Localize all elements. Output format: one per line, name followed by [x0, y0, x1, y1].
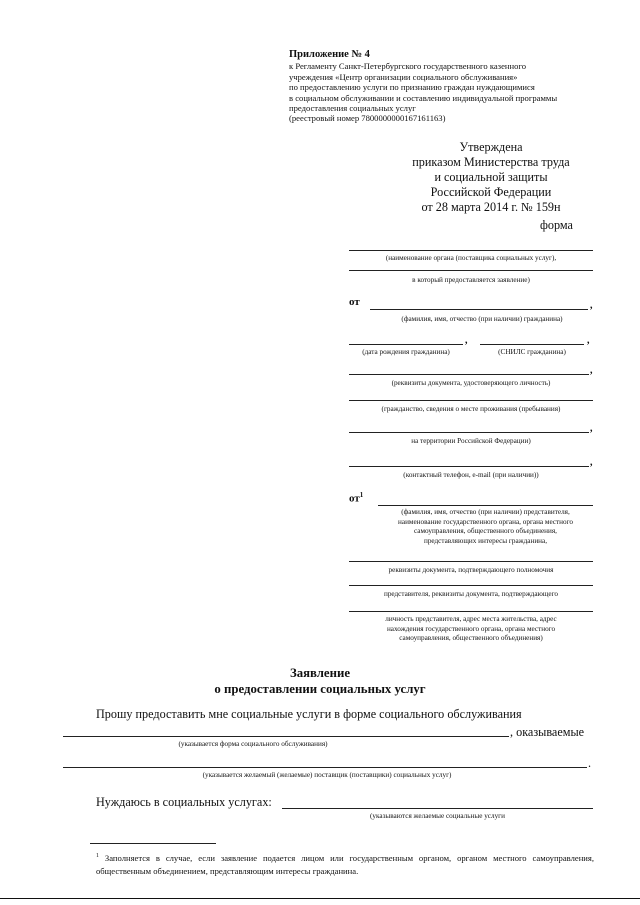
- need-text: Нуждаюсь в социальных услугах:: [96, 795, 272, 809]
- caption-line: самоуправления, общественного объединения,: [414, 527, 557, 535]
- citizen-fio-caption: (фамилия, имя, отчество (при наличии) гражданина): [401, 315, 563, 323]
- comma: ,: [590, 423, 593, 434]
- from-representative-label: [349, 491, 363, 505]
- appendix-line: в социальном обслуживании и составлению индивидуальной программы: [289, 92, 558, 103]
- appendix-line: по предоставлению услуги по признанию граждан нуждающимися: [289, 82, 535, 93]
- approval-line: приказом Министерства труда: [412, 155, 570, 169]
- provider-field[interactable]: [63, 767, 587, 768]
- appendix-block: [289, 50, 619, 124]
- appendix-line: к Регламенту Санкт-Петербургского государственного казенного: [289, 61, 526, 72]
- rep-document-field[interactable]: [349, 561, 593, 562]
- rep-address-caption: [349, 615, 593, 644]
- citizenship-field[interactable]: [349, 400, 593, 401]
- representative-field[interactable]: [378, 505, 593, 506]
- form-label: форма: [540, 218, 573, 232]
- caption-line: представляющих интересы гражданина,: [423, 536, 547, 545]
- caption-line: самоуправления, общественного объединения): [399, 634, 543, 642]
- approval-block: [380, 140, 602, 215]
- approval-line: и социальной защиты: [434, 170, 548, 184]
- comma: ,: [465, 335, 468, 346]
- organ-caption: (наименование органа (поставщика социальных услуг),: [385, 254, 557, 262]
- citizen-fio-field[interactable]: [370, 309, 588, 310]
- caption-line: (фамилия, имя, отчество (при наличии) представителя,: [401, 508, 570, 516]
- statement-title: Заявление: [289, 666, 351, 680]
- approval-line: Утверждена: [459, 140, 523, 154]
- comma: ,: [590, 365, 593, 376]
- footnote-mark: 1: [359, 491, 364, 499]
- caption-line: личность представителя, адрес места жительства, адрес: [385, 615, 557, 623]
- contacts-field[interactable]: [349, 466, 589, 467]
- services-field[interactable]: [282, 808, 593, 809]
- provider-caption: (указывается желаемый (желаемые) поставщик (поставщики) социальных услуг): [202, 771, 452, 779]
- organ-name-field-2[interactable]: [349, 270, 593, 271]
- appendix-title: Приложение № 4: [289, 49, 370, 60]
- id-document-field[interactable]: [349, 374, 589, 375]
- territory-field[interactable]: [349, 432, 589, 433]
- appendix-line: (реестровый номер 7800000000167161163): [289, 113, 446, 124]
- service-form-field[interactable]: [63, 736, 509, 737]
- comma: ,: [587, 335, 590, 346]
- rep-document-caption: реквизиты документа, подтверждающего полномочия: [388, 566, 554, 574]
- birth-date-caption: (дата рождения гражданина): [362, 348, 450, 356]
- citizenship-caption: (гражданство, сведения о месте проживания (пребывания): [381, 405, 561, 413]
- approval-line: от 28 марта 2014 г. № 159н: [421, 200, 561, 214]
- appendix-line: предоставления социальных услуг: [289, 103, 416, 114]
- footnote-text: Заполняется в случае, если заявление подается лицом или государственным органом, органом местного самоуправления, общественным объединением, представляющим интересы гражданина.: [96, 852, 594, 876]
- rep-document-field-2[interactable]: [349, 585, 593, 586]
- organ-name-field[interactable]: [349, 250, 593, 251]
- rep-address-field[interactable]: [349, 611, 593, 612]
- from-label-text: от: [349, 492, 360, 505]
- footnote: [96, 850, 594, 878]
- statement-subtitle: о предоставлении социальных услуг: [214, 682, 426, 696]
- comma: ,: [590, 457, 593, 468]
- rep-document-caption-2: представителя, реквизиты документа, подтверждающего: [383, 590, 558, 598]
- services-caption: (указываются желаемые социальные услуги: [370, 812, 505, 820]
- provided-text: , оказываемые: [510, 725, 585, 739]
- snils-caption: (СНИЛС гражданина): [498, 348, 566, 356]
- page-bottom-rule: [0, 898, 640, 899]
- footnote-mark: 1: [96, 853, 99, 859]
- territory-caption: на территории Российской Федерации): [411, 437, 531, 445]
- snils-field[interactable]: [480, 344, 584, 345]
- caption-line: наименование государственного органа, органа местного: [398, 517, 573, 526]
- contacts-caption: (контактный телефон, e-mail (при наличии)): [403, 471, 539, 479]
- organ-caption-2: в который предоставляется заявление): [412, 276, 530, 284]
- request-text: Прошу предоставить мне социальные услуги в форме социального обслуживания: [96, 707, 522, 721]
- approval-line: Российской Федерации: [430, 185, 552, 199]
- appendix-line: учреждения «Центр организации социального обслуживания»: [289, 71, 518, 82]
- caption-line: нахождения государственного органа, органа местного: [386, 624, 556, 633]
- period: .: [588, 756, 592, 770]
- footnote-separator: [90, 843, 216, 844]
- service-form-caption: (указывается форма социального обслуживания): [178, 740, 328, 748]
- birth-date-field[interactable]: [349, 344, 463, 345]
- from-label: от: [349, 296, 360, 308]
- comma: ,: [590, 300, 593, 311]
- id-document-caption: (реквизиты документа, удостоверяющего личность): [391, 379, 551, 387]
- representative-caption: [378, 508, 593, 546]
